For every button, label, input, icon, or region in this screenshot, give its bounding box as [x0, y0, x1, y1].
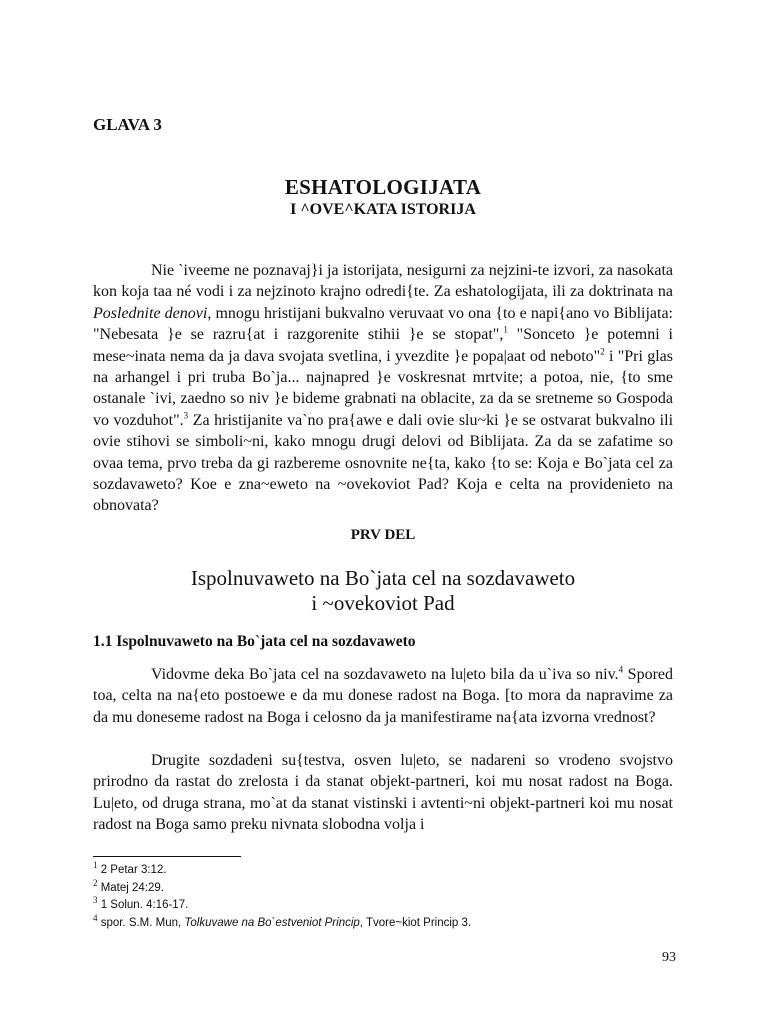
- footnote-number: 4: [93, 912, 98, 923]
- footnote-number: 3: [93, 895, 98, 906]
- footnote-number: 1: [93, 860, 98, 871]
- footnote-divider: [93, 856, 241, 857]
- chapter-title: ESHATOLOGIJATA: [284, 175, 482, 199]
- footnote-text: Matej 24:29.: [97, 881, 164, 894]
- section-text-b: Spored toa, celta na na{eto postoewe e da mu donese radost na Boga. [to mora da napravime za da mu doneseme radost na Boga i celosno da ja manifestirame na{ata izvorna vrednost?: [93, 666, 674, 726]
- footnote-text: 1 Solun. 4:16-17.: [97, 899, 189, 911]
- part-title-line-2: i ~ovekoviot Pad: [311, 591, 455, 615]
- section-paragraph-1: [93, 664, 673, 728]
- part-title-line-1: Ispolnuvaweto na Bo`jata cel na sozdavaweto: [190, 566, 576, 590]
- footnote-ref-1[interactable]: 1: [503, 324, 508, 335]
- footnote-number: 2: [93, 877, 98, 888]
- footnote-ref-2[interactable]: 2: [600, 346, 605, 357]
- footnote-ref-3[interactable]: 3: [183, 410, 189, 421]
- section-paragraph-2: [93, 750, 673, 836]
- footnote-3: [93, 897, 673, 915]
- footnote-text: , Tvore~kiot Princip 3.: [359, 916, 472, 929]
- page-number: 93: [662, 950, 676, 965]
- intro-text-c: "Sonceto }e potemni i mese~inata nema da ja dava svojata svetlina, i yvezdite }e popa|aat od neboto": [93, 326, 673, 365]
- chapter-subtitle: I ^OVE^KATA ISTORIJA: [290, 201, 476, 218]
- intro-text-b: , mnogu hristijani bukvalno veruvaat vo ona {to e napi{ano vo Biblijata: "Nebesata }e se razru{at i razgorenite stihii }e se stopat",: [93, 304, 674, 344]
- intro-paragraph: [93, 260, 673, 517]
- part-label: PRV DEL: [350, 527, 416, 543]
- footnote-text: spor. S.M. Mun,: [97, 916, 185, 929]
- footnote-book-title: Tolkuvawe na Bo`estveniot Princip: [184, 916, 360, 929]
- intro-text-e: Za hristijanite va`no pra{awe e dali ovie slu~ki }e se ostvarat bukvalno ili ovie stihovi se simboli~ni, kako mnogu drugi delovi od Biblijata. Za da se zafatime so ovaa tema, prvo treba da gi razbereme osnovnite ne{ta, kako {to se: Koja e Bo`jata cel za sozdavaweto? Koe e zna~eweto na ~ovekoviot Pad? Koja e celta na providenieto na obnovata?: [93, 411, 674, 515]
- section-text-c: Drugite sozdadeni su{testva, osven lu|eto, se nadareni so vrodeno svojstvo prirodno da rastat do zrelosta i da stanat objekt-partneri, koi mu nosat radost na Boga. Lu|eto, od druga strana, mo`at da stanat vistinski i avtenti~ni objekt-partneri koi mu nosat radost na Boga samo preku nivnata slobodna volja i: [93, 752, 673, 834]
- footnotes: [93, 862, 673, 932]
- section-heading: 1.1 Ispolnuvaweto na Bo`jata cel na sozdavaweto: [93, 633, 416, 650]
- intro-text-d: i "Pri glas na arhangel i pri truba Bo`ja... najnapred }e voskresnat mrtvite; a potoa, nie, {to sme ostanale `ivi, zaedno so niv }e bideme grabnati na oblacite, za da se sretneme so Gospoda vo vozduhot".: [93, 347, 674, 429]
- chapter-label: GLAVA 3: [93, 115, 162, 134]
- intro-text-a: Nie `iveeme ne poznavaj}i ja istorijata, nesigurni za nejzini-te izvori, za nasokata kon koja taa né vodi i za nejzinoto krajno odredi{te. Za eshatologijata, ili za doktrinata na: [93, 262, 673, 301]
- footnote-2: [93, 877, 673, 898]
- footnote-1: [93, 862, 673, 880]
- section-text-a: Vidovme deka Bo`jata cel na sozdavaweto na lu|eto bila da u`iva so niv.: [151, 666, 619, 683]
- footnote-4: [93, 912, 673, 933]
- footnote-text: 2 Petar 3:12.: [97, 864, 167, 876]
- footnote-ref-4[interactable]: 4: [618, 664, 624, 675]
- intro-italic-term: Poslednite denovi: [93, 304, 208, 322]
